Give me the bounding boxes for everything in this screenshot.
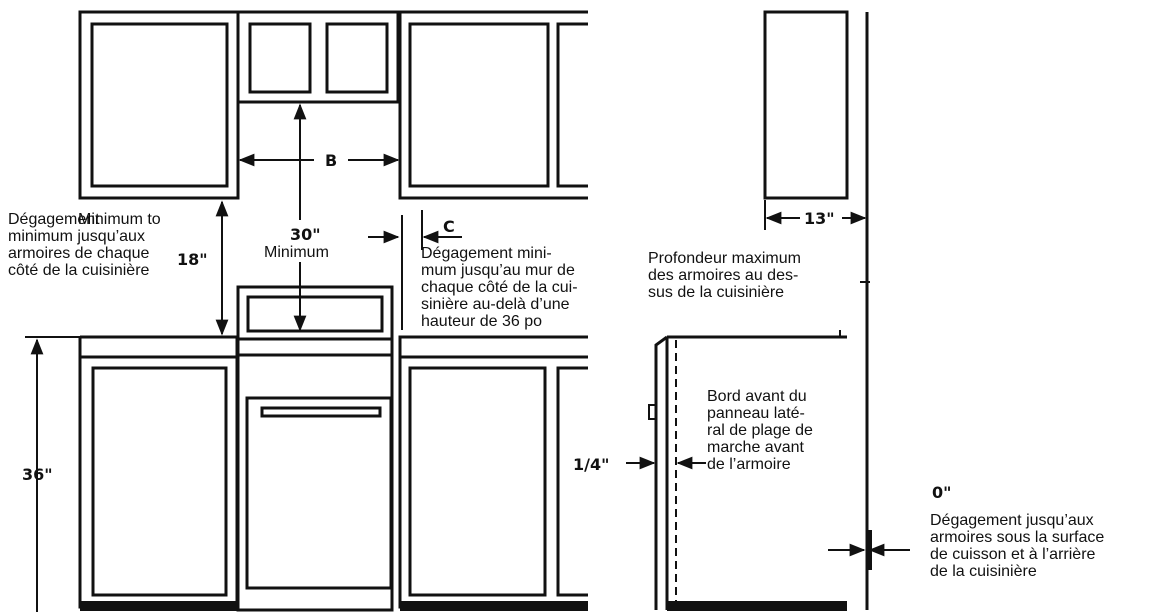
floor-bar-left <box>80 601 238 611</box>
dim-36-label: 36" <box>22 465 53 484</box>
range-cooktop <box>238 339 392 355</box>
note-left-clearance: Dégagement minimum jusqu’aux armoires de chaque côté de la cuisinière <box>8 211 150 279</box>
upper-cabinet-middle-door-left <box>250 24 310 92</box>
countertop-left <box>80 337 237 357</box>
range-oven-handle <box>262 408 380 416</box>
lower-cabinet-right <box>400 357 588 607</box>
side-view <box>649 12 867 610</box>
floor-lines <box>80 601 847 611</box>
dim-quarter-label: 1/4" <box>573 455 610 474</box>
minimum-label: Minimum <box>264 244 329 261</box>
side-panel-front-edge <box>656 337 667 610</box>
range-control-panel <box>248 297 382 331</box>
countertop-right <box>400 337 588 357</box>
note-front-edge: Bord avant du panneau laté- ral de plage de marche avant de l’armoire <box>707 388 813 473</box>
range-body <box>238 355 392 610</box>
floor-bar-side <box>667 601 847 611</box>
dim-13-label: 13" <box>804 209 835 228</box>
upper-cabinet-far-right-door <box>558 24 588 186</box>
lower-cabinet-far-right-door <box>558 368 588 595</box>
note-minimum-to: Minimum to <box>78 211 161 228</box>
note-max-depth: Profondeur maximum des armoires au des- sus de la cuisinière <box>648 250 801 301</box>
lower-cabinet-right-door <box>410 368 545 595</box>
upper-cabinet-middle-door-right <box>327 24 387 92</box>
dim-30-label: 30" <box>290 225 321 244</box>
dim-c-label: C <box>443 217 455 236</box>
lower-cabinet-left-door <box>93 368 226 595</box>
floor-bar-right <box>400 601 588 611</box>
dim-b-label: B <box>325 151 338 170</box>
side-upper-cabinet <box>765 12 847 198</box>
lower-cabinet-left <box>80 357 237 607</box>
upper-cabinet-left <box>80 12 238 198</box>
upper-cabinet-right <box>400 12 588 198</box>
note-rear-clearance: Dégagement jusqu’aux armoires sous la surface de cuisson et à l’arrière de la cuisinière <box>930 512 1105 580</box>
upper-cabinet-right-door <box>410 24 548 186</box>
range-oven-door <box>247 398 391 588</box>
dim-18-label: 18" <box>177 250 208 269</box>
upper-cabinet-left-door <box>92 24 227 186</box>
note-wall-clearance: Dégagement mini- mum jusqu’au mur de chaque côté de la cui- sinière au-delà d’une hauteur de 36 po <box>421 245 578 330</box>
dim-zero-label: 0" <box>932 483 952 502</box>
